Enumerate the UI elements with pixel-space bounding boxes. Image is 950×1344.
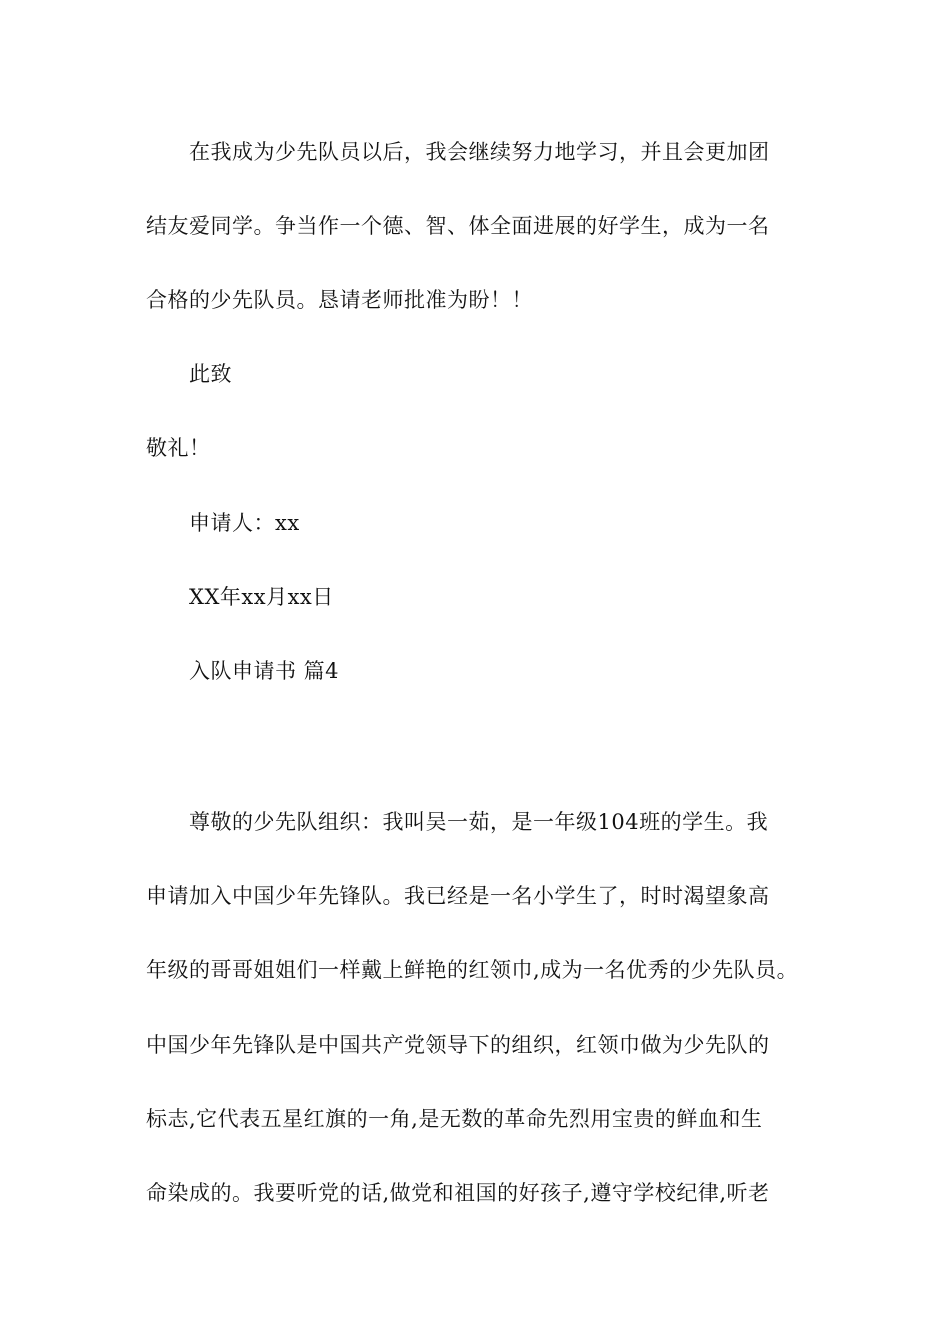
- section-title: 入队申请书 篇4: [189, 659, 340, 683]
- paragraph-line: 在我成为少先队员以后，我会继续努力地学习，并且会更加团: [189, 140, 770, 164]
- paragraph-line: 标志,它代表五星红旗的一角,是无数的革命先烈用宝贵的鲜血和生: [146, 1107, 763, 1131]
- paragraph-line: 年级的哥哥姐姐们一样戴上鲜艳的红领巾,成为一名优秀的少先队员。: [146, 958, 799, 982]
- paragraph-line: 申请加入中国少年先锋队。我已经是一名小学生了，时时渴望象高: [146, 884, 770, 908]
- applicant-signature: 申请人：xx: [189, 511, 300, 535]
- closing-salute: 敬礼！: [146, 436, 211, 460]
- paragraph-line: 中国少年先锋队是中国共产党领导下的组织，红领巾做为少先队的: [146, 1033, 770, 1057]
- paragraph-line: 命染成的。我要听党的话,做党和祖国的好孩子,遵守学校纪律,听老: [146, 1181, 770, 1205]
- paragraph-line: 结友爱同学。争当作一个德、智、体全面进展的好学生，成为一名: [146, 214, 770, 238]
- date-line: XX年xx月xx日: [189, 585, 334, 609]
- paragraph-line: 合格的少先队员。恳请老师批准为盼！！: [146, 288, 533, 312]
- closing-greeting: 此致: [189, 362, 232, 386]
- paragraph-line: 尊敬的少先队组织：我叫吴一茹，是一年级104班的学生。我: [189, 810, 769, 834]
